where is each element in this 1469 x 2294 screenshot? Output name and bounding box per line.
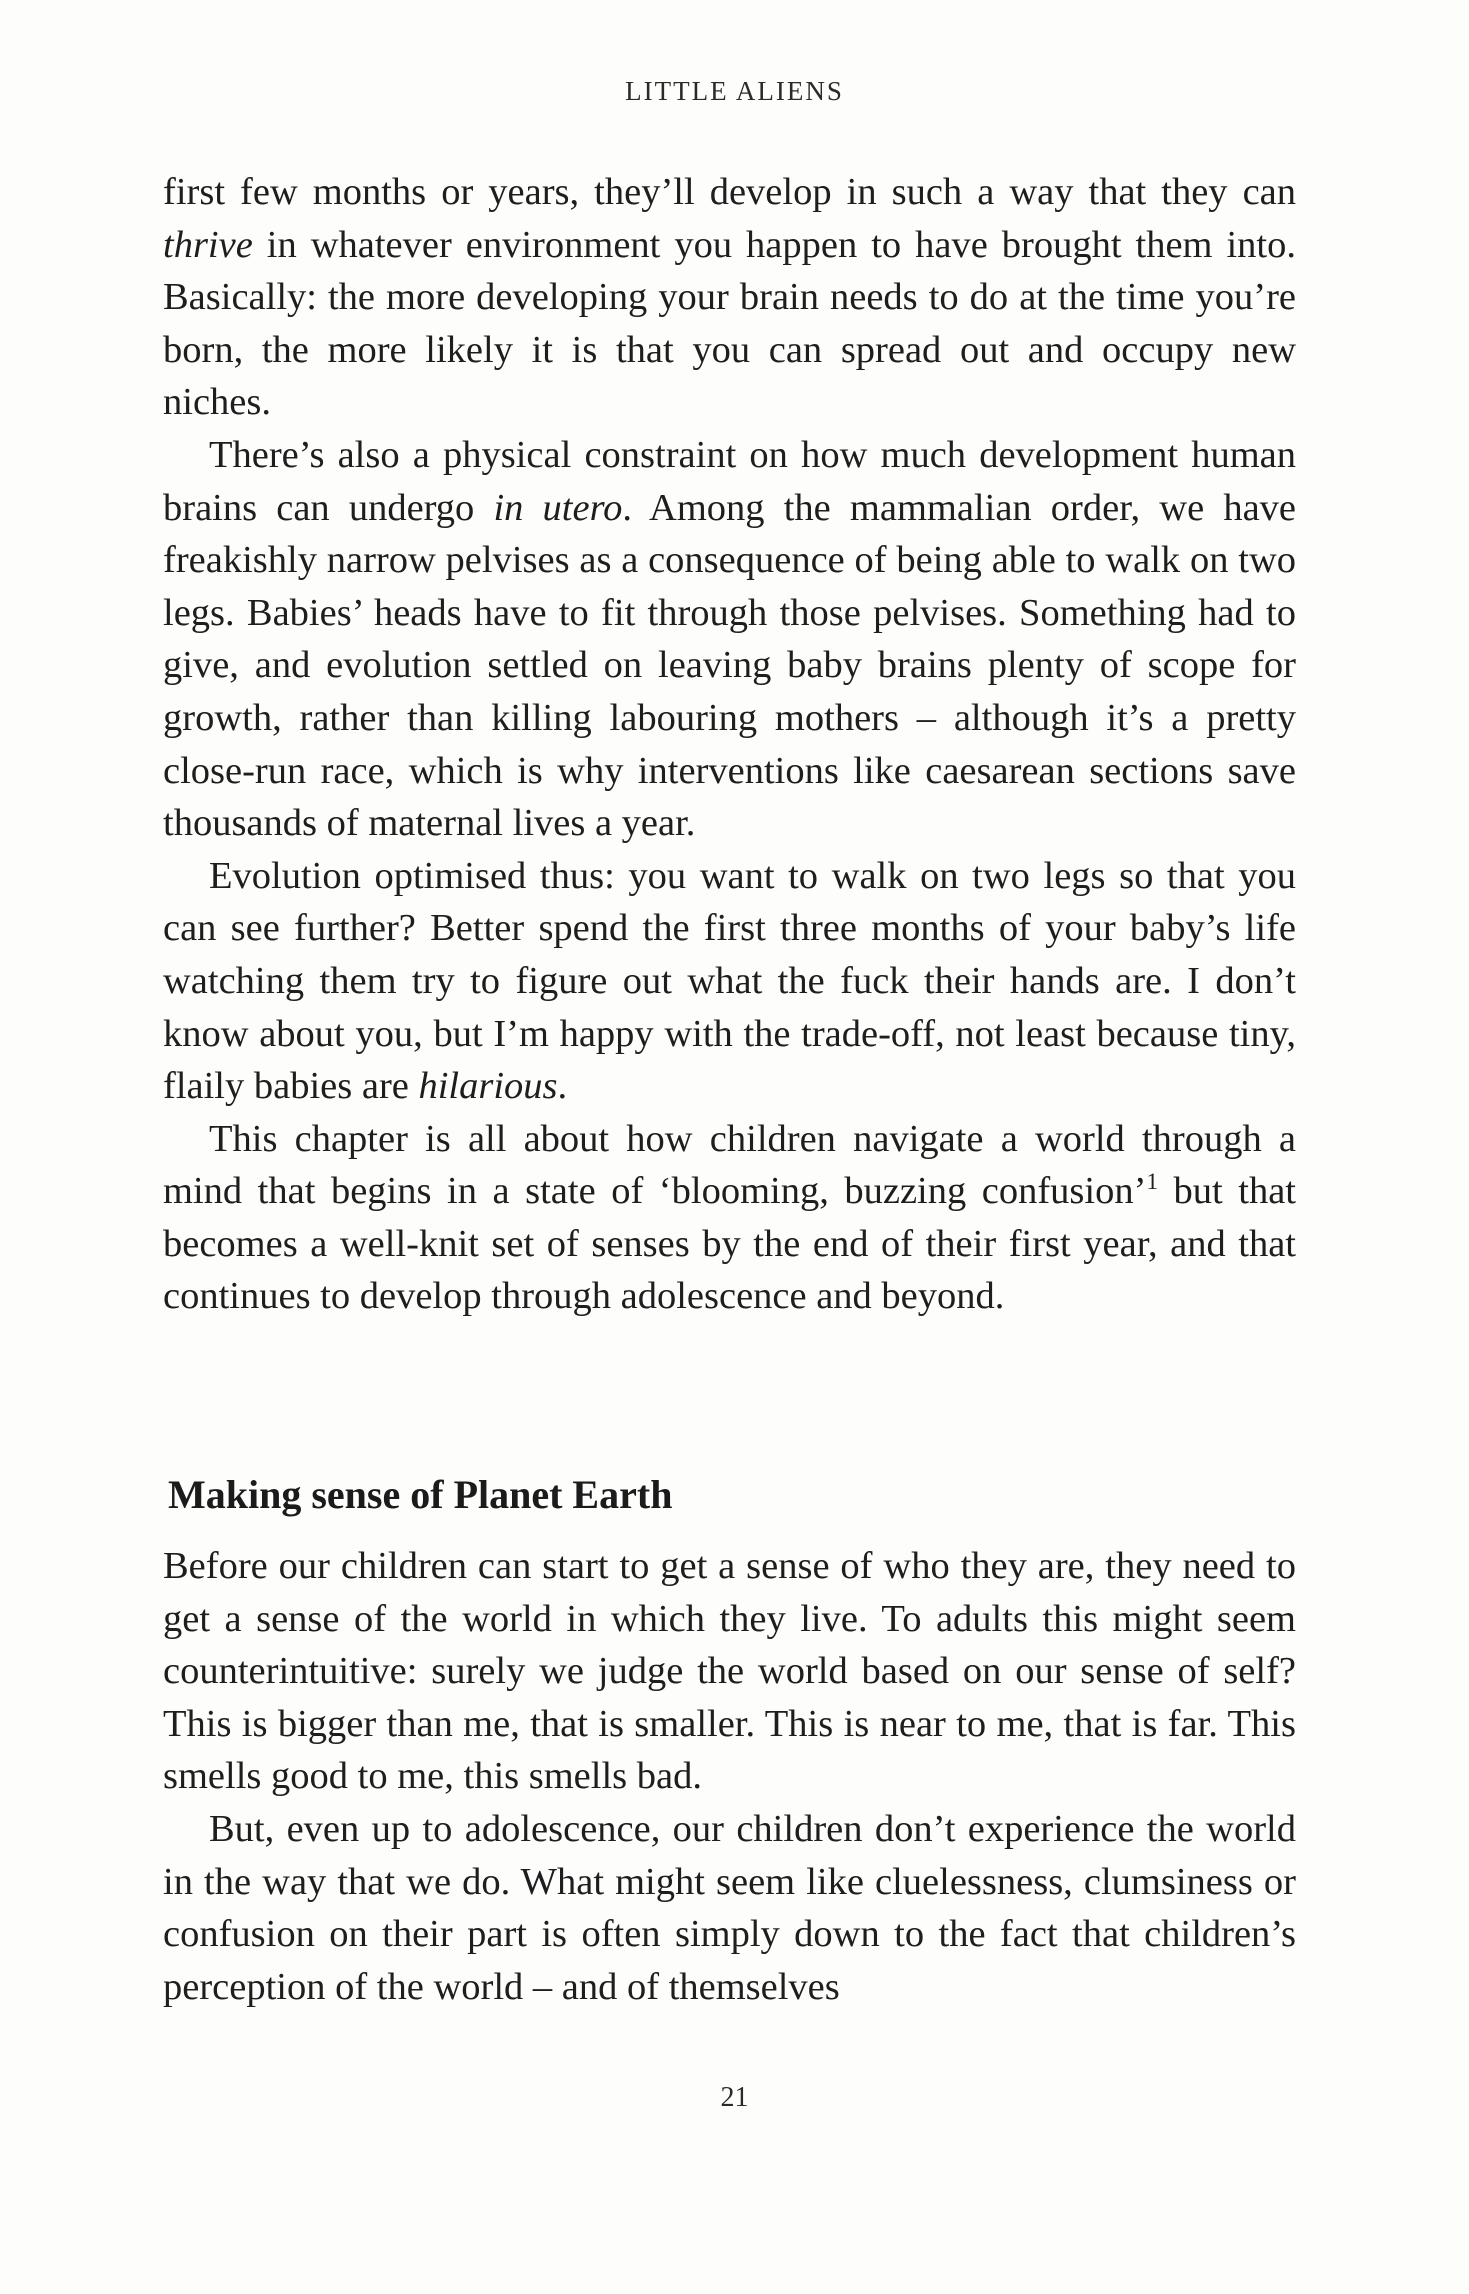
body-text-section	[163, 1540, 1296, 2013]
paragraph-1-text: first few months or years, they’ll develop in such a way that they can	[163, 171, 1296, 213]
paragraph-4-text-cont: but that becomes a well-knit set of senses by the end of their first year, and that continues to develop through adolescence and beyond.	[163, 1170, 1296, 1318]
paragraph-1-text-cont: in whatever environment you happen to have brought them into. Basically: the more developing your brain needs to do at the time you’re born, the more likely it is that you can spread out and occupy new niches.	[163, 223, 1296, 424]
paragraph-4	[163, 1113, 1296, 1323]
running-head: LITTLE ALIENS	[625, 76, 844, 106]
paragraph-3-text-cont: .	[557, 1065, 568, 1108]
paragraph-4-text: This chapter is all about how children navigate a world through a mind that begins in a state of ‘blooming, buzzing confusion’	[163, 1117, 1296, 1213]
paragraph-6: But, even up to adolescence, our children don’t experience the world in the way that we do. What might seem like cluelessness, clumsiness or confusion on their part is often simply down to the fact that children’s perception of the world – and of themselves	[163, 1807, 1296, 2008]
paragraph-2-text-cont: . Among the mammalian order, we have freakishly narrow pelvises as a consequence of being able to walk on two legs. Babies’ heads have to fit through those pelvises. Something had to give, and evolution settled on leaving baby brains plenty of scope for growth, rather than killing labouring mothers – although it’s a pretty close-run race, which is why interventions like caesarean sections save thousands of maternal lives a year.	[163, 486, 1296, 845]
paragraph-3	[163, 850, 1296, 1113]
paragraph-1	[163, 166, 1296, 429]
italic-in-utero: in utero	[493, 486, 623, 529]
italic-thrive: thrive	[163, 223, 253, 266]
paragraph-5: Before our children can start to get a sense of who they are, they need to get a sense of the world in which they live. To adults this might seem counterintuitive: surely we judge the world based on our sense of self? This is bigger than me, that is smaller. This is near to me, that is far. This smells good to me, this smells bad.	[163, 1545, 1296, 1798]
paragraph-2	[163, 429, 1296, 850]
paragraph-2-text: There’s also a physical constraint on how much development human brains can undergo	[163, 433, 1296, 529]
body-text-top	[163, 166, 1296, 1323]
page-number: 21	[720, 2082, 749, 2113]
section-heading: Making sense of Planet Earth	[168, 1472, 673, 1517]
italic-hilarious: hilarious	[418, 1065, 558, 1108]
paragraph-3-text: Evolution optimised thus: you want to walk on two legs so that you can see further? Better spend the first three months of your baby’s life watching them try to figure out what the fuck their hands are. I don’t know about you, but I’m happy with the trade-off, not least because tiny, flaily babies are	[163, 854, 1296, 1108]
footnote-marker[interactable]: 1	[1146, 1168, 1158, 1195]
